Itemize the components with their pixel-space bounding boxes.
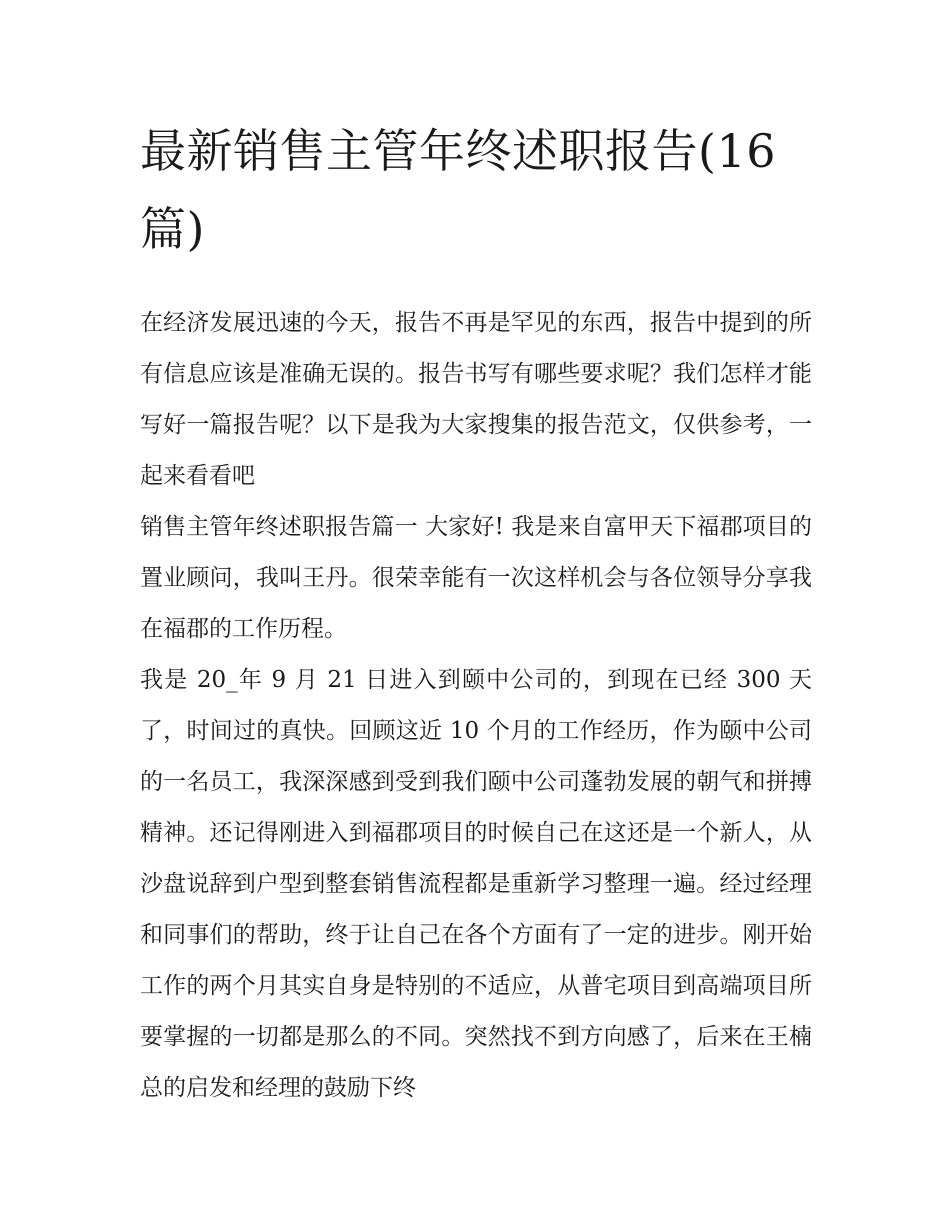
document-page: [140, 112, 812, 1114]
greeting-paragraph: 销售主管年终述职报告篇一 大家好! 我是来自富甲天下福郡项目的置业顾问，我叫王丹。很荣幸能有一次这样机会与各位领导分享我在福郡的工作历程。: [140, 514, 812, 642]
document-title: 最新销售主管年终述职报告(16篇): [140, 124, 776, 256]
experience-paragraph: 我是 20_年 9 月 21 日进入到颐中公司的，到现在已经 300 天了，时间过的真快。回顾这近 10 个月的工作经历，作为颐中公司的一名员工，我深深感到受到我们颐中公司蓬勃发展的朝气和拼搏精神。还记得刚进入到福郡项目的时候自己在这还是一个新人，从沙盘说辞到户型到整套销售流程都是重新学习整理一遍。经过经理和同事们的帮助，终于让自己在各个方面有了一定的进步。刚开始工作的两个月其实自身是特别的不适应，从普宅项目到高端项目所要掌握的一切都是那么的不同。突然找不到方向感了，后来在王楠总的启发和经理的鼓励下终: [140, 667, 812, 1101]
intro-paragraph: 在经济发展迅速的今天，报告不再是罕见的东西，报告中提到的所有信息应该是准确无误的。报告书写有哪些要求呢？我们怎样才能写好一篇报告呢？以下是我为大家搜集的报告范文，仅供参考，一起来看看吧: [140, 310, 812, 489]
